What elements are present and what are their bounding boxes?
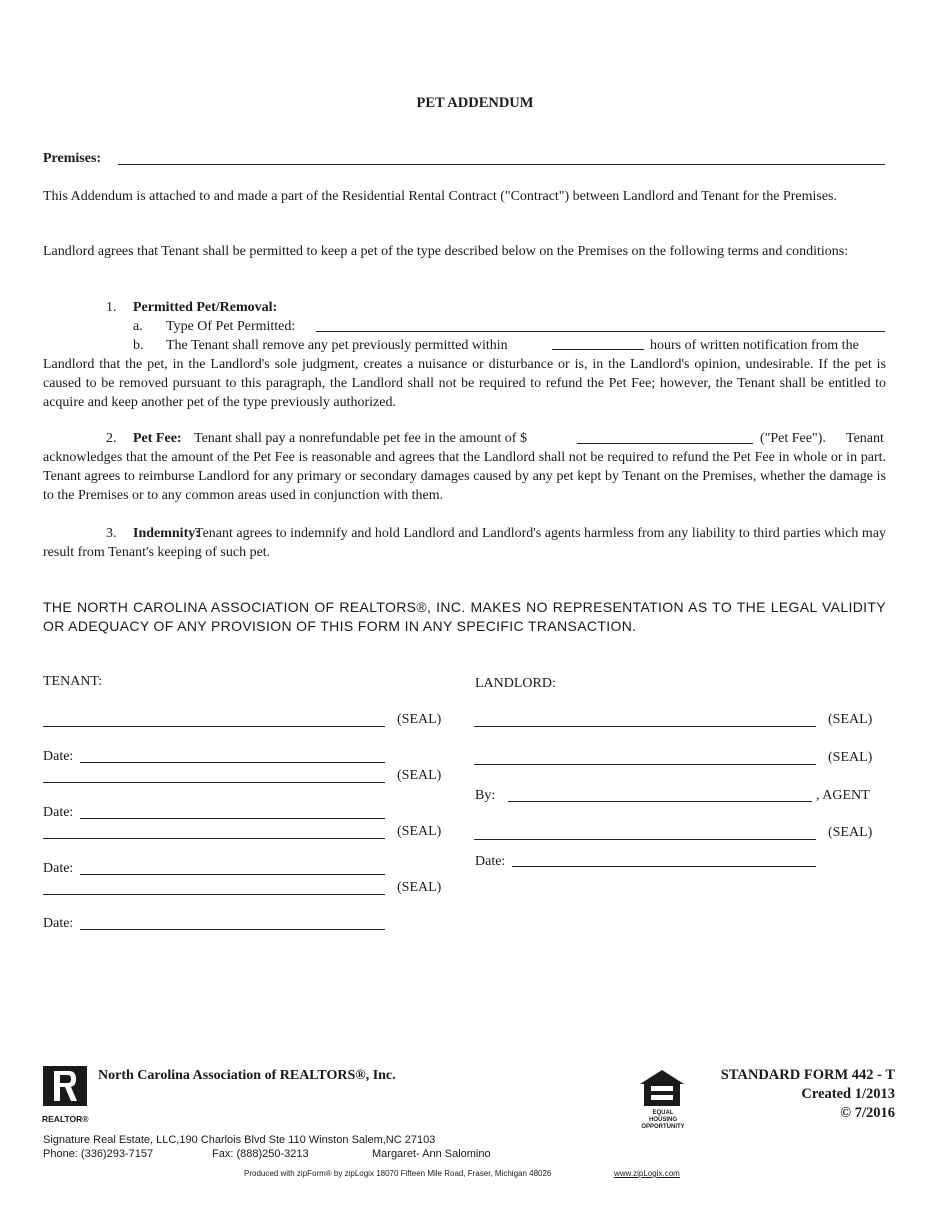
section-1-heading: Permitted Pet/Removal: (133, 300, 278, 315)
section-2-heading: Pet Fee: (133, 431, 182, 446)
section-2-text-tenant: Tenant (846, 431, 884, 446)
section-1a-label: Type Of Pet Permitted: (166, 319, 296, 334)
tenant-2-seal: (SEAL) (397, 768, 442, 783)
tenant-3-seal: (SEAL) (397, 824, 442, 839)
tenant-4-date-label: Date: (43, 916, 74, 931)
section-3-heading: Indemnity: (133, 526, 200, 541)
tenant-2-date-label: Date: (43, 805, 74, 820)
landlord-3-seal: (SEAL) (828, 825, 873, 840)
tenant-2-signature-line[interactable] (43, 782, 385, 783)
section-1b-text-start: The Tenant shall remove any pet previously permitted within (166, 338, 508, 353)
tenant-4-seal: (SEAL) (397, 880, 442, 895)
section-3-text: Tenant agrees to indemnify and hold Landlord and Landlord's agents harmless from any liability to third parties which may result from Tenant's keeping of such pet. (43, 526, 886, 560)
company-fax: Fax: (888)250-3213 (212, 1148, 309, 1160)
landlord-agent-label: , AGENT (816, 788, 870, 803)
company-phone: Phone: (336)293-7157 (43, 1148, 154, 1160)
section-1b-letter: b. (133, 338, 144, 353)
association-name: North Carolina Association of REALTORS®, Inc. (98, 1068, 396, 1083)
tenant-1-date-field[interactable] (80, 762, 385, 763)
section-2-number: 2. (106, 431, 117, 446)
landlord-agent-signature-line[interactable] (508, 801, 812, 802)
ziplogix-website-link[interactable]: www.zipLogix.com (614, 1169, 680, 1178)
premises-label: Premises: (43, 151, 102, 166)
tenant-1-seal: (SEAL) (397, 712, 442, 727)
tenant-label: TENANT: (43, 674, 103, 689)
equal-housing-text: EQUAL HOUSING OPPORTUNITY (641, 1110, 685, 1130)
section-3-number: 3. (106, 526, 117, 541)
section-2-continuation: acknowledges that the amount of the Pet Fee is reasonable and agrees that the Landlord shall not be required to refund the Pet Fee in whole or in part. Tenant agrees to reimburse Landlord for any primary or secondary damages caused by any pet kept by Tenant on the Premises, whether the damage is to the Premises or to any common areas used in conjunction with them. (43, 450, 886, 503)
intro-paragraph-2: Landlord agrees that Tenant shall be permitted to keep a pet of the type described below on the Premises on the following terms and conditions: (43, 244, 849, 259)
landlord-1-signature-line[interactable] (474, 726, 816, 727)
pet-type-field[interactable] (316, 331, 885, 332)
tenant-4-signature-line[interactable] (43, 894, 385, 895)
section-1b-continuation: Landlord that the pet, in the Landlord's sole judgment, creates a nuisance or disturbance or is, in the Landlord's opinion, undesirable. If the pet is caused to be removed pursuant to this paragraph, the Landlord shall not be required to refund the Pet Fee; however, the Tenant shall be entitled to acquire and keep another pet of the type previously authorized. (43, 357, 886, 410)
section-2-pet-fee-term: ("Pet Fee"). (760, 431, 826, 446)
legal-disclaimer: THE NORTH CAROLINA ASSOCIATION OF REALTORS®, INC. MAKES NO REPRESENTATION AS TO THE LEGAL VALIDITY OR ADEQUACY OF ANY PROVISION OF THIS FORM IN ANY SPECIFIC TRANSACTION. (43, 599, 886, 634)
tenant-3-date-field[interactable] (80, 874, 385, 875)
section-2-text-start: Tenant shall pay a nonrefundable pet fee in the amount of $ (194, 431, 527, 446)
page-title: PET ADDENDUM (416, 95, 534, 111)
section-1-number: 1. (106, 300, 117, 315)
landlord-by-label: By: (475, 788, 496, 803)
form-copyright: © 7/2016 (840, 1105, 895, 1121)
tenant-4-date-field[interactable] (80, 929, 385, 930)
produced-with-note: Produced with zipForm® by zipLogix 18070 Fifteen Mile Road, Fraser, Michigan 48026 (244, 1169, 552, 1178)
pet-fee-amount-field[interactable] (577, 443, 753, 444)
equal-housing-icon (638, 1068, 686, 1108)
tenant-1-signature-line[interactable] (43, 726, 385, 727)
premises-field[interactable] (118, 164, 885, 165)
section-1b-text-end: hours of written notification from the (650, 338, 859, 353)
landlord-1-seal: (SEAL) (828, 712, 873, 727)
landlord-3-signature-line[interactable] (474, 839, 816, 840)
tenant-3-signature-line[interactable] (43, 838, 385, 839)
standard-form-number: STANDARD FORM 442 - T (720, 1067, 895, 1083)
tenant-2-date-field[interactable] (80, 818, 385, 819)
agent-name: Margaret- Ann Salomino (372, 1148, 491, 1160)
landlord-2-signature-line[interactable] (474, 764, 816, 765)
form-created-date: Created 1/2013 (801, 1086, 895, 1102)
landlord-2-seal: (SEAL) (828, 750, 873, 765)
intro-paragraph-1: This Addendum is attached to and made a part of the Residential Rental Contract ("Contract") between Landlord and Tenant for the Premises. (43, 189, 837, 204)
landlord-date-field[interactable] (512, 866, 816, 867)
realtor-mark: REALTOR® (42, 1114, 89, 1124)
tenant-3-date-label: Date: (43, 861, 74, 876)
section-1a-letter: a. (133, 319, 143, 334)
landlord-date-label: Date: (475, 854, 506, 869)
removal-hours-field[interactable] (552, 349, 644, 350)
landlord-label: LANDLORD: (475, 676, 556, 691)
company-address: Signature Real Estate, LLC,190 Charlois Blvd Ste 110 Winston Salem,NC 27103 (43, 1134, 436, 1146)
realtor-logo-icon (43, 1066, 87, 1110)
tenant-1-date-label: Date: (43, 749, 74, 764)
